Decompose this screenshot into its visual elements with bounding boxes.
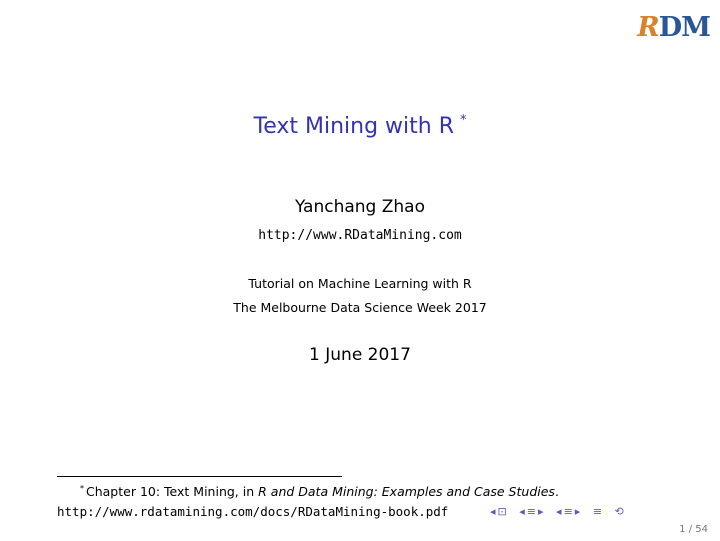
footnote-url-link[interactable]: http://www.rdatamining.com/docs/RDataMining-book.pdf [57,504,449,519]
footnote-text [80,484,559,499]
slide-title [0,113,720,139]
logo-r: R [637,12,659,43]
nav-next-subsection-icon[interactable]: ▸ [538,505,544,518]
event-line-1: Tutorial on Machine Learning with R [248,276,472,291]
nav-document-icon[interactable]: ≡ [592,505,603,518]
beamer-nav-bar [490,505,626,518]
footnote-prefix: Chapter 10: Text Mining, in [86,484,259,499]
footnote-rule [57,476,342,477]
nav-prev-subsection-icon[interactable]: ◂ [519,505,525,518]
nav-frame-icon[interactable]: ⊡ [497,505,507,518]
rdm-logo [637,12,710,43]
footnote-suffix: . [554,484,559,499]
footnote-mark: * [80,484,84,493]
nav-frame-back-icon[interactable]: ◂ [490,505,496,518]
nav-search-icon[interactable]: ⟲ [614,505,624,518]
nav-next-section-icon[interactable]: ▸ [574,505,581,518]
author-name: Yanchang Zhao [295,197,425,217]
nav-section-icon[interactable]: ≡ [563,505,573,518]
presentation-date: 1 June 2017 [309,345,411,365]
title-text: Text Mining with R [253,114,454,139]
title-footnote-mark: * [460,113,467,128]
logo-dm: DM [658,12,710,43]
nav-subsection-icon[interactable]: ≡ [526,505,536,518]
page-number: 1 / 54 [679,524,708,535]
event-line-2: The Melbourne Data Science Week 2017 [233,300,487,315]
footnote-book-title: R and Data Mining: Examples and Case Studies [258,484,555,499]
nav-prev-section-icon[interactable]: ◂ [556,505,562,518]
author-url-link[interactable]: http://www.RDataMining.com [258,228,462,243]
